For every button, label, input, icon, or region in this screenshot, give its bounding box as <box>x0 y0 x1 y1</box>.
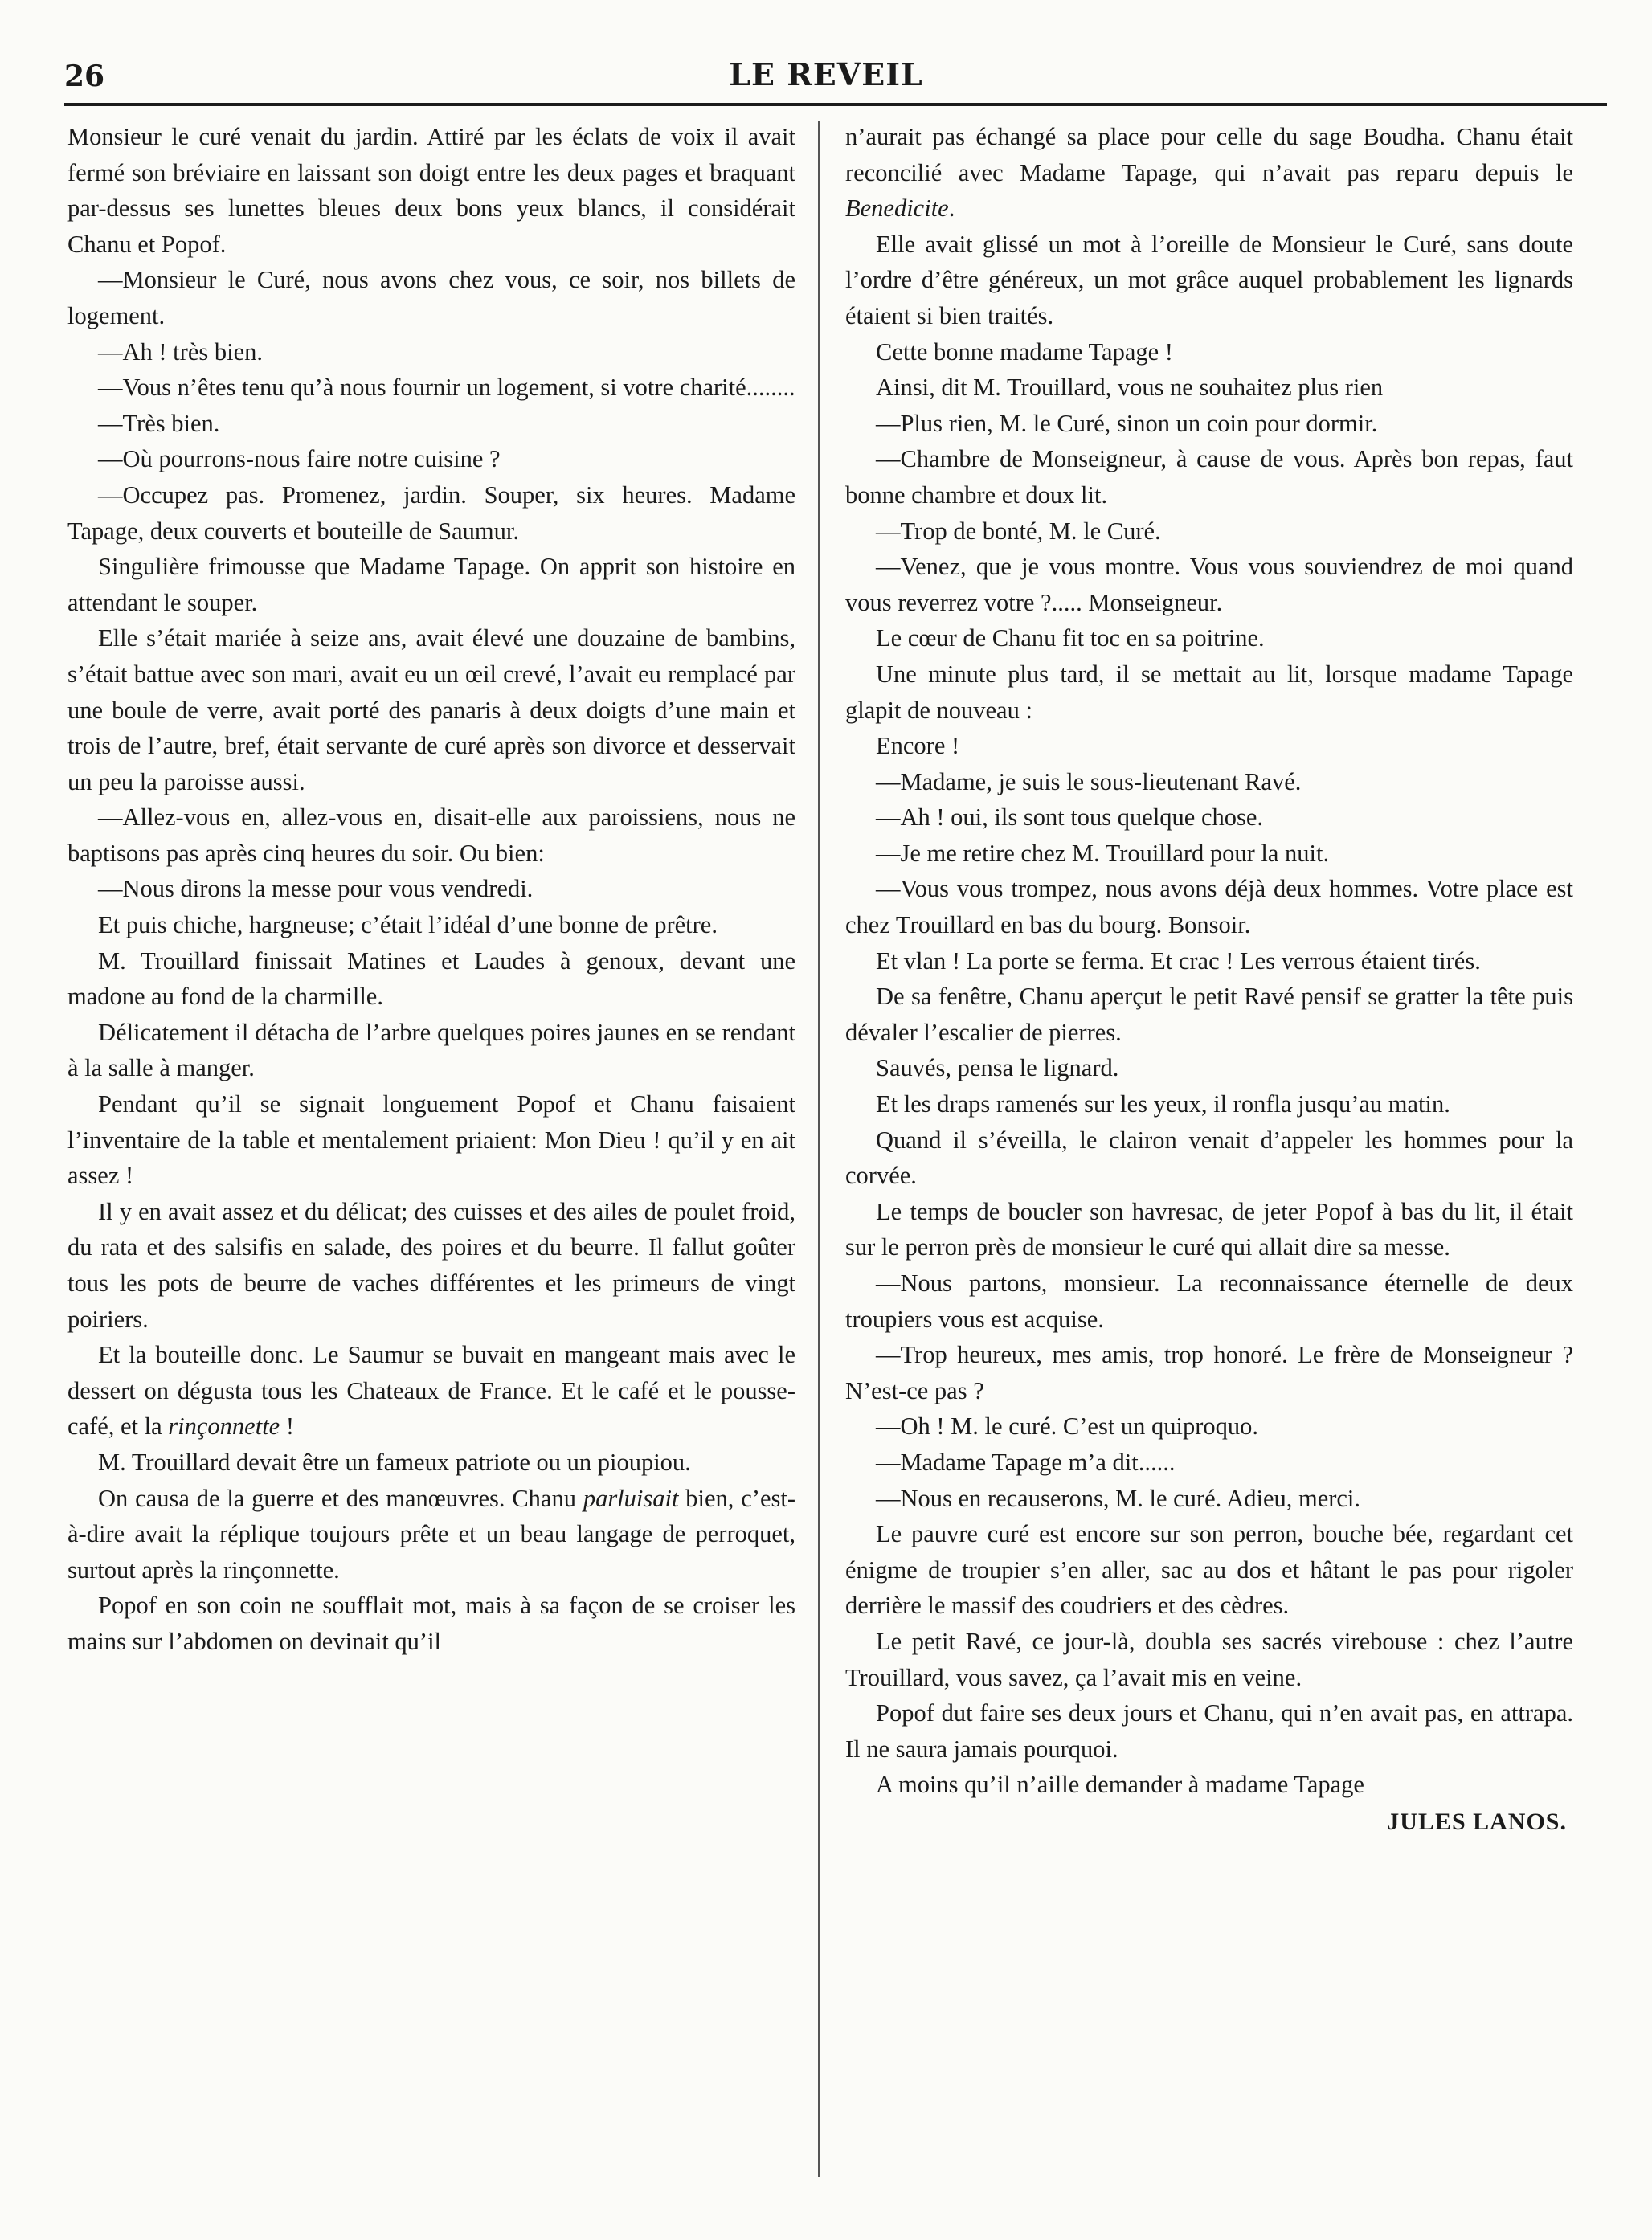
paragraph: Quand il s’éveilla, le clairon venait d’appeler les hommes pour la corvée. <box>845 1126 1573 1190</box>
paragraph <box>67 1337 795 1445</box>
paragraph: —Vous vous trompez, nous avons déjà deux hommes. Votre place est chez Trouillard en bas du bourg. Bonsoir. <box>845 875 1573 939</box>
paragraph: Encore ! <box>876 732 960 760</box>
paragraph: Le temps de boucler son havresac, de jeter Popof à bas du lit, il était sur le perron près de monsieur le curé qui allait dire sa messe. <box>845 1197 1573 1261</box>
paragraph: —Où pourrons-nous faire notre cuisine ? <box>98 445 501 473</box>
paragraph: Elle avait glissé un mot à l’oreille de Monsieur le Curé, sans doute l’ordre d’être généreux, un mot grâce auquel probablement les lignards étaient si bien traités. <box>845 230 1573 329</box>
paragraph: —Chambre de Monseigneur, à cause de vous. Après bon repas, faut bonne chambre et doux lit. <box>845 445 1573 509</box>
text-run: bien, c’est-à-dire avait la réplique toujours prête et un beau langage de perroquet, surtout après la rinçonnette. <box>67 1484 796 1584</box>
paragraph: Ainsi, dit M. Trouillard, vous ne souhaitez plus rien <box>876 374 1384 402</box>
text-run: . <box>948 194 955 223</box>
italic-term: Benedicite <box>845 194 949 223</box>
paragraph: Popof dut faire ses deux jours et Chanu, qui n’en avait pas, en attrapa. Il ne saura jamais pourquoi. <box>845 1699 1573 1763</box>
paragraph: —Trop heureux, mes amis, trop honoré. Le frère de Monseigneur ? N’est-ce pas ? <box>845 1341 1573 1404</box>
paragraph: Monsieur le curé venait du jardin. Attiré par les éclats de voix il avait fermé son bréviaire en laissant son doigt entre les deux pages et braquant par-dessus ses lunettes bleues deux bons yeux blancs, il considérait Chanu et Popof. <box>67 123 795 258</box>
text-run: Et la bouteille donc. Le Saumur se buvait en mangeant mais avec le dessert on dégusta tous les Chateaux de France. Et le café et le pousse-café, et la <box>67 1341 795 1441</box>
right-column <box>845 119 1573 1841</box>
paragraph: Le cœur de Chanu fit toc en sa poitrine. <box>876 624 1265 652</box>
paragraph: Une minute plus tard, il se mettait au lit, lorsque madame Tapage glapit de nouveau : <box>845 660 1573 724</box>
paragraph: Délicatement il détacha de l’arbre quelques poires jaunes en se rendant à la salle à manger. <box>67 1018 795 1082</box>
italic-term: parluisait <box>583 1484 679 1512</box>
text-run: ! <box>280 1412 294 1441</box>
paragraph: Elle s’était mariée à seize ans, avait élevé une douzaine de bambins, s’était battue avec son mari, avait eu un œil crevé, l’avait eu remplacé par une boule de verre, avait porté des panaris à deux doigts d’une main et trois de l’autre, bref, était servante de curé après son divorce et desservait un peu la paroisse aussi. <box>67 624 795 795</box>
paragraph: Il y en avait assez et du délicat; des cuisses et des ailes de poulet froid, du rata et des salsifis en salade, des poires et du beurre. Il fallut goûter tous les pots de beurre de vaches différentes et les primeurs de vingt poiriers. <box>67 1197 795 1333</box>
paragraph: M. Trouillard finissait Matines et Laudes à genoux, devant une madone au fond de la charmille. <box>67 946 795 1011</box>
paragraph: —Ah ! oui, ils sont tous quelque chose. <box>876 803 1264 832</box>
paragraph: —Plus rien, M. le Curé, sinon un coin pour dormir. <box>876 409 1378 437</box>
paragraph: —Je me retire chez M. Trouillard pour la nuit. <box>876 839 1330 867</box>
paragraph <box>67 1481 795 1588</box>
paragraph: Le pauvre curé est encore sur son perron, bouche bée, regardant cet énigme de troupier s’en aller, sac au dos et hâtant le pas pour rigoler derrière le massif des coudriers et des cèdres. <box>845 1520 1573 1620</box>
paragraph: —Oh ! M. le curé. C’est un quiproquo. <box>876 1412 1259 1441</box>
paragraph: Le petit Ravé, ce jour-là, doubla ses sacrés virebouse : chez l’autre Trouillard, vous savez, ça l’avait mis en veine. <box>845 1627 1573 1691</box>
paragraph: Popof en son coin ne soufflait mot, mais à sa façon de se croiser les mains sur l’abdomen on devinait qu’il <box>67 1592 795 1655</box>
paragraph: Pendant qu’il se signait longuement Popof et Chanu faisaient l’inventaire de la table et mentalement priaient: Mon Dieu ! qu’il y en ait assez ! <box>67 1090 795 1190</box>
paragraph: —Trop de bonté, M. le Curé. <box>876 517 1161 545</box>
paragraph: —Nous partons, monsieur. La reconnaissance éternelle de deux troupiers vous est acquise. <box>845 1269 1573 1333</box>
paragraph: —Madame, je suis le sous-lieutenant Ravé. <box>876 767 1302 795</box>
header-rule <box>64 103 1607 106</box>
left-column <box>67 119 795 1660</box>
paragraph: —Ah ! très bien. <box>98 337 263 366</box>
paragraph: Singulière frimousse que Madame Tapage. On apprit son histoire en attendant le souper. <box>67 553 795 616</box>
text-run: On causa de la guerre et des manœuvres. Chanu <box>98 1484 576 1512</box>
paragraph: A moins qu’il n’aille demander à madame Tapage <box>876 1771 1364 1799</box>
italic-term: rinçonnette <box>168 1412 280 1441</box>
paragraph: Et puis chiche, hargneuse; c’était l’idéal d’une bonne de prêtre. <box>98 911 718 939</box>
running-head: LE REVEIL <box>729 56 923 92</box>
paragraph <box>845 119 1573 227</box>
paragraph: —Allez-vous en, allez-vous en, disait-elle aux paroissiens, nous ne baptisons pas après cinq heures du soir. Ou bien: <box>67 803 795 867</box>
paragraph: —Nous dirons la messe pour vous vendredi. <box>98 875 534 903</box>
paragraph: —Occupez pas. Promenez, jardin. Souper, six heures. Madame Tapage, deux couverts et bouteille de Saumur. <box>67 480 795 545</box>
paragraph: —Madame Tapage m’a dit...... <box>876 1448 1176 1476</box>
paragraph: —Très bien. <box>98 409 220 437</box>
paragraph: —Monsieur le Curé, nous avons chez vous, ce soir, nos billets de logement. <box>67 266 795 329</box>
column-divider <box>818 121 820 2177</box>
paragraph: —Venez, que je vous montre. Vous vous souviendrez de moi quand vous reverrez votre ?..... Monseigneur. <box>845 553 1573 616</box>
text-run: n’aurait pas échangé sa place pour celle du sage Boudha. Chanu était reconcilié avec Madame Tapage, qui n’avait pas reparu depuis le <box>845 123 1573 186</box>
paragraph: De sa fenêtre, Chanu aperçut le petit Ravé pensif se gratter la tête puis dévaler l’escalier de pierres. <box>845 983 1573 1046</box>
paragraph: Et les draps ramenés sur les yeux, il ronfla jusqu’au matin. <box>876 1090 1450 1118</box>
paragraph: —Nous en recauserons, M. le curé. Adieu, merci. <box>876 1484 1361 1512</box>
page-number: 26 <box>64 59 105 93</box>
paragraph: Et vlan ! La porte se ferma. Et crac ! Les verrous étaient tirés. <box>876 946 1481 975</box>
paragraph: M. Trouillard devait être un fameux patriote ou un pioupiou. <box>98 1448 691 1476</box>
paragraph: —Vous n’êtes tenu qu’à nous fournir un logement, si votre charité........ <box>98 374 795 402</box>
author-signature: JULES LANOS. <box>1387 1808 1567 1835</box>
paragraph: Cette bonne madame Tapage ! <box>876 337 1173 366</box>
paragraph: Sauvés, pensa le lignard. <box>876 1054 1119 1082</box>
